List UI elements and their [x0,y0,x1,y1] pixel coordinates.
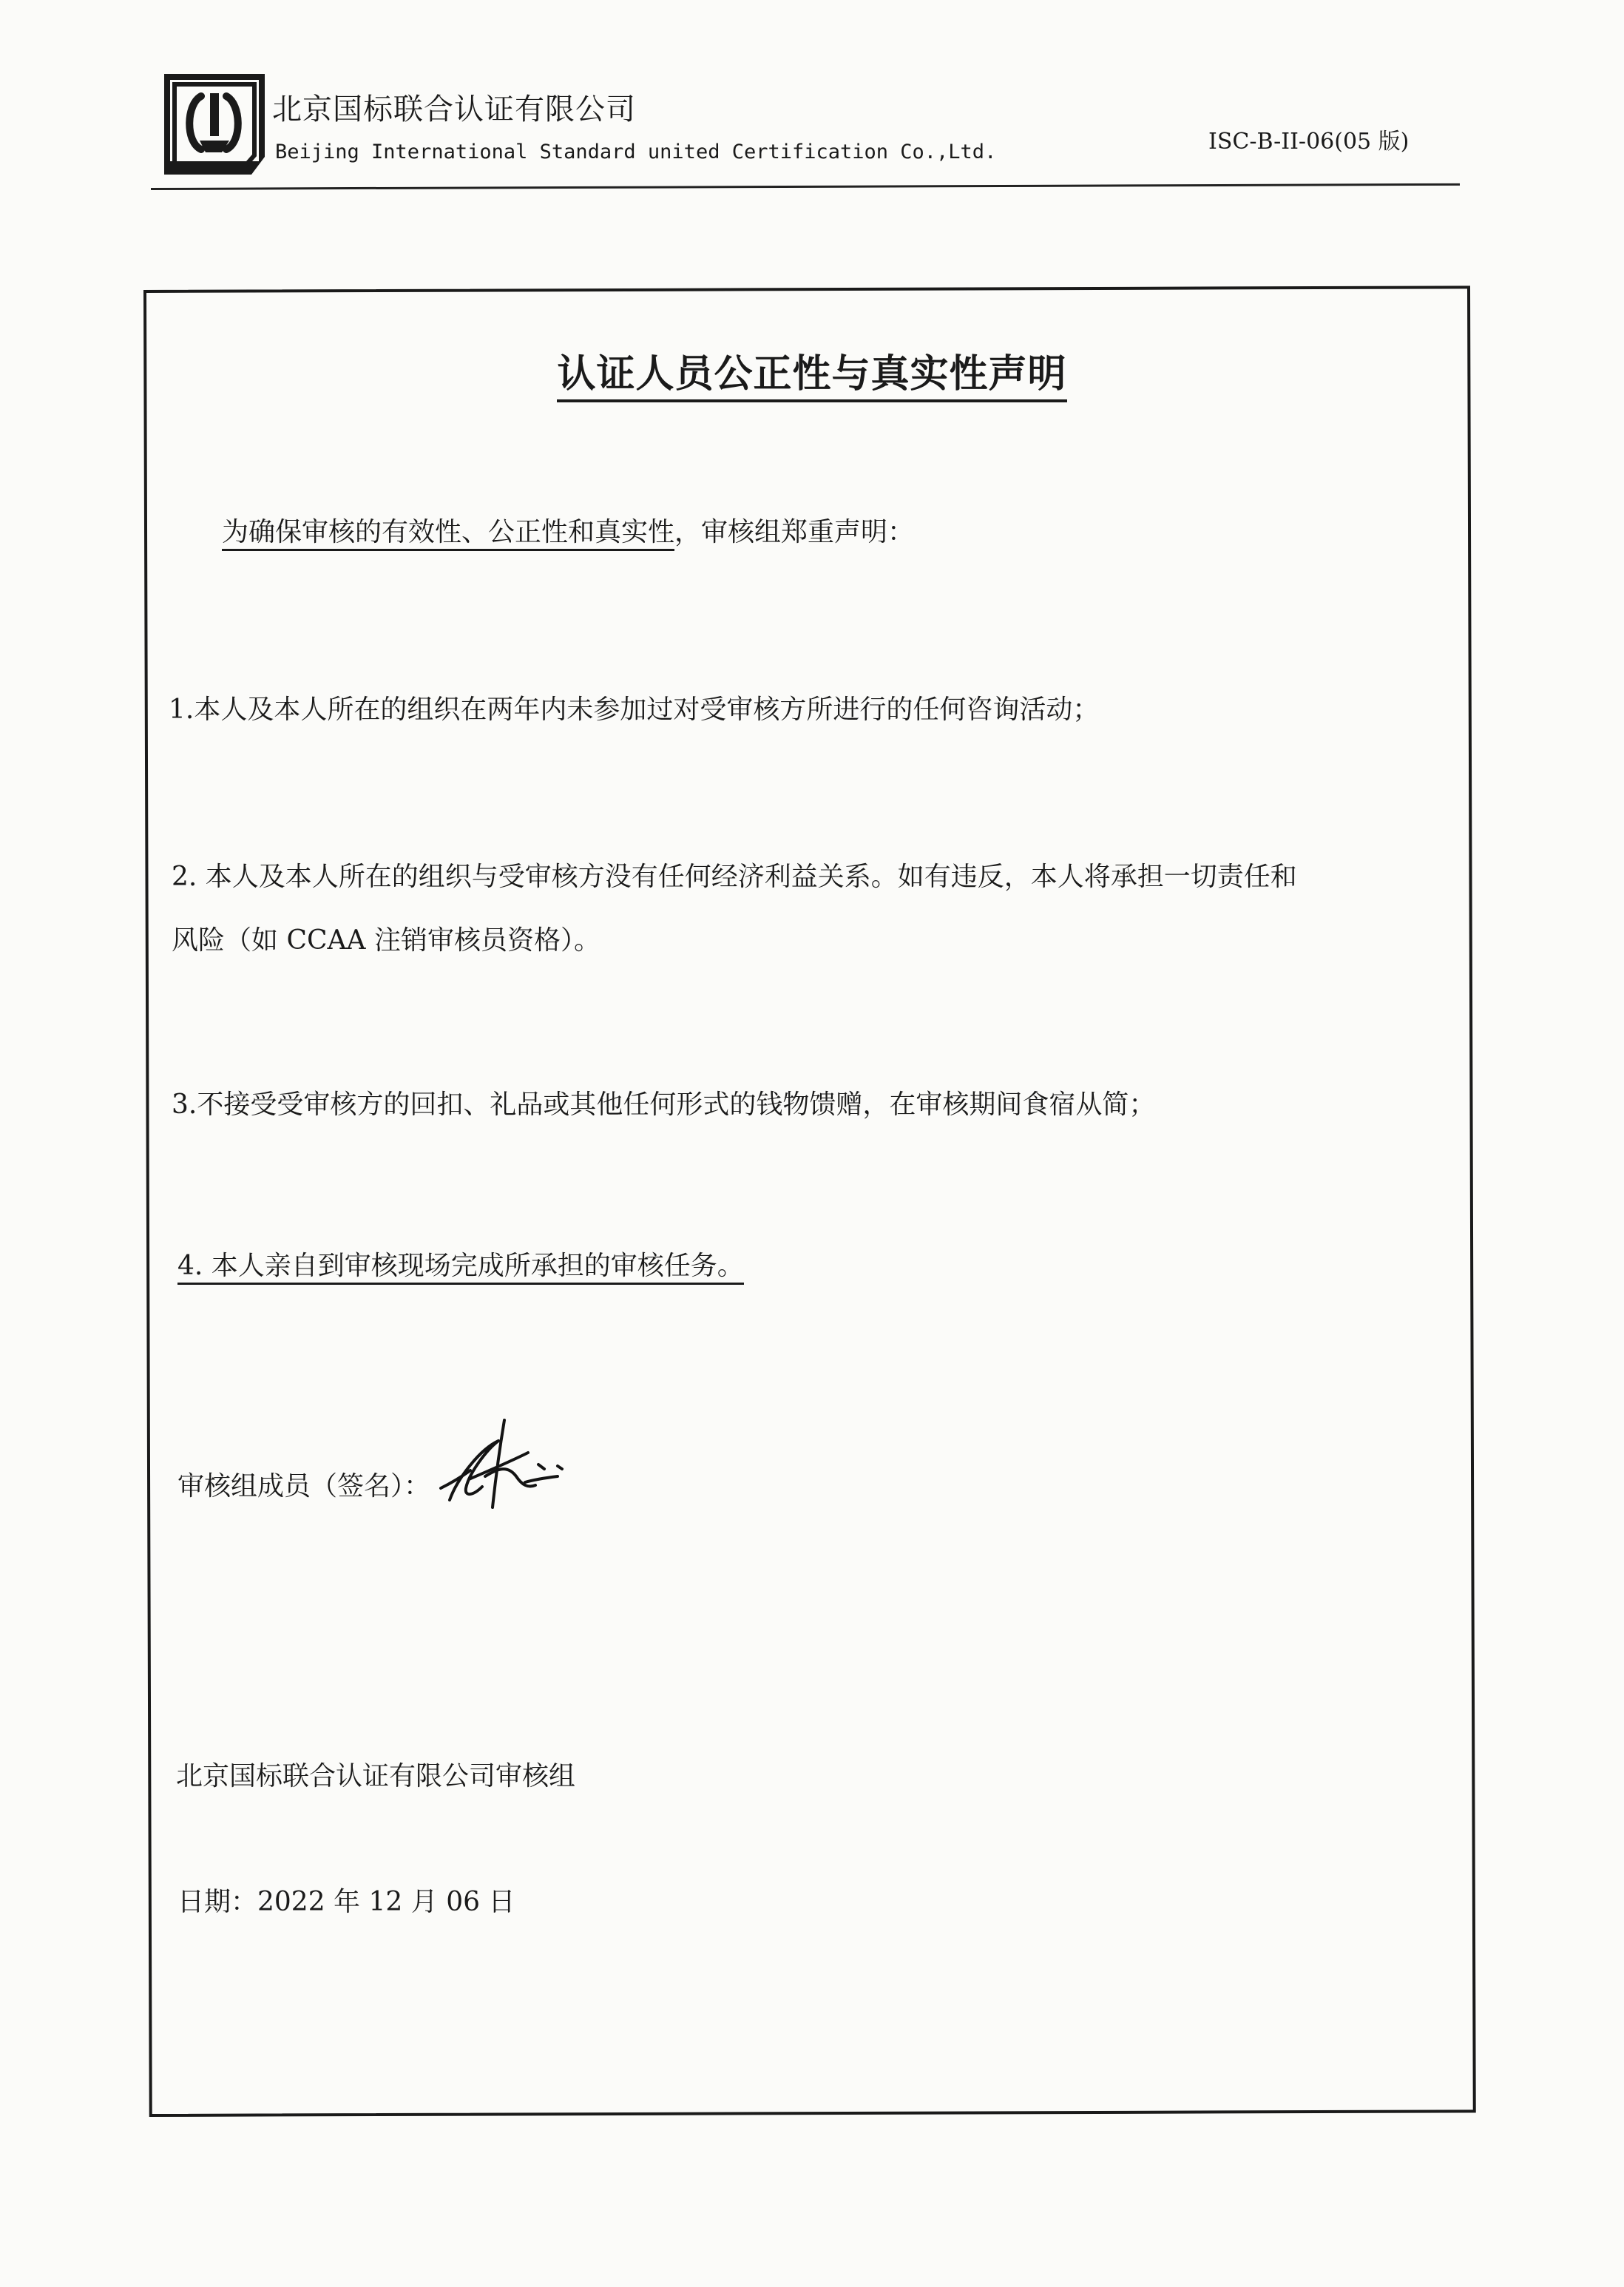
handwritten-signature [427,1405,575,1516]
signature-label: 审核组成员（签名）： [177,1471,431,1501]
company-name-en: Beijing International Standard united Certification Co.,Ltd. [275,141,997,163]
header-divider [151,183,1460,190]
clause-4 [177,1247,744,1286]
clause-2-line-2: 风险（如 CCAA 注销审核员资格）。 [172,925,600,956]
company-logo-icon [160,70,269,179]
intro-statement [222,513,914,552]
clause-2-line-1: 2. 本人及本人所在的组织与受审核方没有任何经济利益关系。如有违反，本人将承担一切责任和 [172,862,1297,892]
clause-4-text: 4. 本人亲自到审核现场完成所承担的审核任务。 [177,1251,744,1285]
company-name-cn: 北京国标联合认证有限公司 [272,92,636,126]
date-line: 日期：2022 年 12 月 06 日 [177,1887,515,1917]
clause-3: 3.不接受受审核方的回扣、礼品或其他任何形式的钱物馈赠，在审核期间食宿从简； [172,1090,1156,1120]
document-frame [143,286,1476,2117]
audit-team-org: 北京国标联合认证有限公司审核组 [176,1761,576,1791]
clause-1: 1.本人及本人所在的组织在两年内未参加过对受审核方所进行的任何咨询活动； [169,695,1100,725]
intro-underlined: 为确保审核的有效性、公正性和真实性 [222,517,674,551]
intro-rest: ，审核组郑重声明： [674,517,915,547]
form-code: ISC-B-II-06(05 版) [1208,129,1410,155]
document-title [0,348,1624,401]
document-title-text: 认证人员公正性与真实性声明 [557,352,1066,402]
